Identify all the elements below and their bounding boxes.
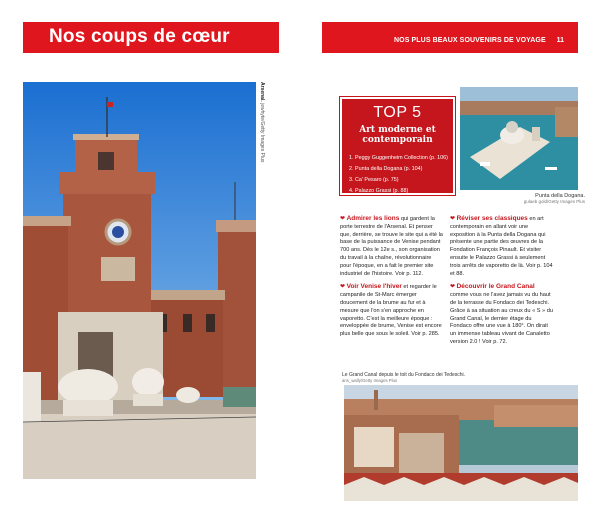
paragraph [340, 283, 444, 339]
paragraph [450, 283, 554, 346]
heart-icon: ❤ [450, 216, 456, 222]
arsenal-photo [23, 82, 256, 479]
section-title: Nos coups de cœur [49, 26, 230, 47]
heart-icon: ❤ [340, 216, 346, 222]
right-page [300, 0, 600, 524]
paragraph-heading: Admirer les lions [346, 215, 400, 222]
section-banner [23, 22, 279, 53]
top5-item: 5. Spazio Vedova (p. 103) [349, 199, 412, 205]
photo-credit [259, 82, 265, 162]
text-column-2 [450, 215, 554, 352]
top5-item: 1. Peggy Guggenheim Collection (p. 106) [349, 155, 448, 161]
text-column-1 [340, 215, 444, 344]
dogana-credit: gulaeb gold/Getty Images Plus [523, 199, 585, 204]
paragraph-heading: Voir Venise l'hiver [346, 283, 402, 291]
paragraph-text: et regarder le campanile de St-Marc émerger doucement de la brume au fur et à mesure que l'on s'en approche en vaporetto. C'est la meilleure époque : enveloppée de brume, Venise est encore plus belle que sous le soleil. Voir p. 285. [340, 284, 442, 338]
top5-item: 2. Punta della Dogana (p. 104) [349, 166, 423, 172]
top5-box [340, 97, 455, 205]
page-number: 11 [556, 37, 564, 44]
photo-credit-author: jewhyte/Getty Images Plus [259, 103, 265, 163]
canal-caption-text: Le Grand Canal depuis le toit du Fondaco dei Tedeschi. [342, 372, 466, 378]
paragraph-text: comme vous ne l'avez jamais vu du haut de la terrasse du Fondaco dei Tedeschi. Grâce à sa situation au creux du « S » du Grand Canal, le dernier étage du Fondaco offre une vue à 180°. On dirait un immense tableau vivant de Canaletto version 2.0 ! Voir p. 72. [450, 292, 553, 345]
dogana-photo [460, 87, 578, 190]
dogana-caption-text: Punta della Dogana. [535, 193, 585, 199]
canal-credit: ans_wally/Getty Images Plus [342, 378, 398, 383]
dogana-caption [515, 193, 585, 204]
top5-subtitle-line2: contemporain [362, 135, 433, 145]
running-head-banner [322, 22, 578, 53]
paragraph [340, 215, 444, 278]
top5-item: 3. Ca' Pesaro (p. 75) [349, 177, 399, 183]
paragraph-heading: Découvrir le Grand Canal [456, 283, 535, 291]
grand-canal-photo [344, 385, 578, 501]
paragraph [450, 215, 554, 278]
canal-caption [342, 372, 542, 384]
paragraph-text: qui gardent la porte terrestre de l'Arsenal. Et penser que, derrière, se trouve le site qui a été la base de la puissance de Venise pendant 700 ans. Dès le 12e s., son organisation du travail à la chaîne, révolutionnaire pour l'époque, en a fait le premier site industriel de l'histoire. Voir p. 112. [340, 216, 443, 277]
heart-icon: ❤ [450, 284, 456, 291]
photo-credit-title: Arsenal. [259, 82, 265, 102]
top5-subtitle-line1: Art moderne et [359, 125, 436, 135]
heart-icon: ❤ [340, 284, 346, 291]
paragraph-heading: Réviser ses classiques [456, 215, 528, 222]
top5-item: 4. Palazzo Grassi (p. 88) [349, 188, 409, 194]
top5-label: TOP 5 [373, 104, 422, 121]
running-head: NOS PLUS BEAUX SOUVENIRS DE VOYAGE [394, 37, 546, 44]
top5-list [349, 153, 453, 208]
top5-subtitle [342, 125, 453, 145]
paragraph-text: en art contemporain en allant voir une exposition à la Punta della Dogana qui présente une partie des œuvres de la Fondation François Pinault. Et visiter ensuite le Palazzo Grassi à seulement trois arrêts de vaporetto de là. Voir p. 104 et 88. [450, 216, 553, 277]
